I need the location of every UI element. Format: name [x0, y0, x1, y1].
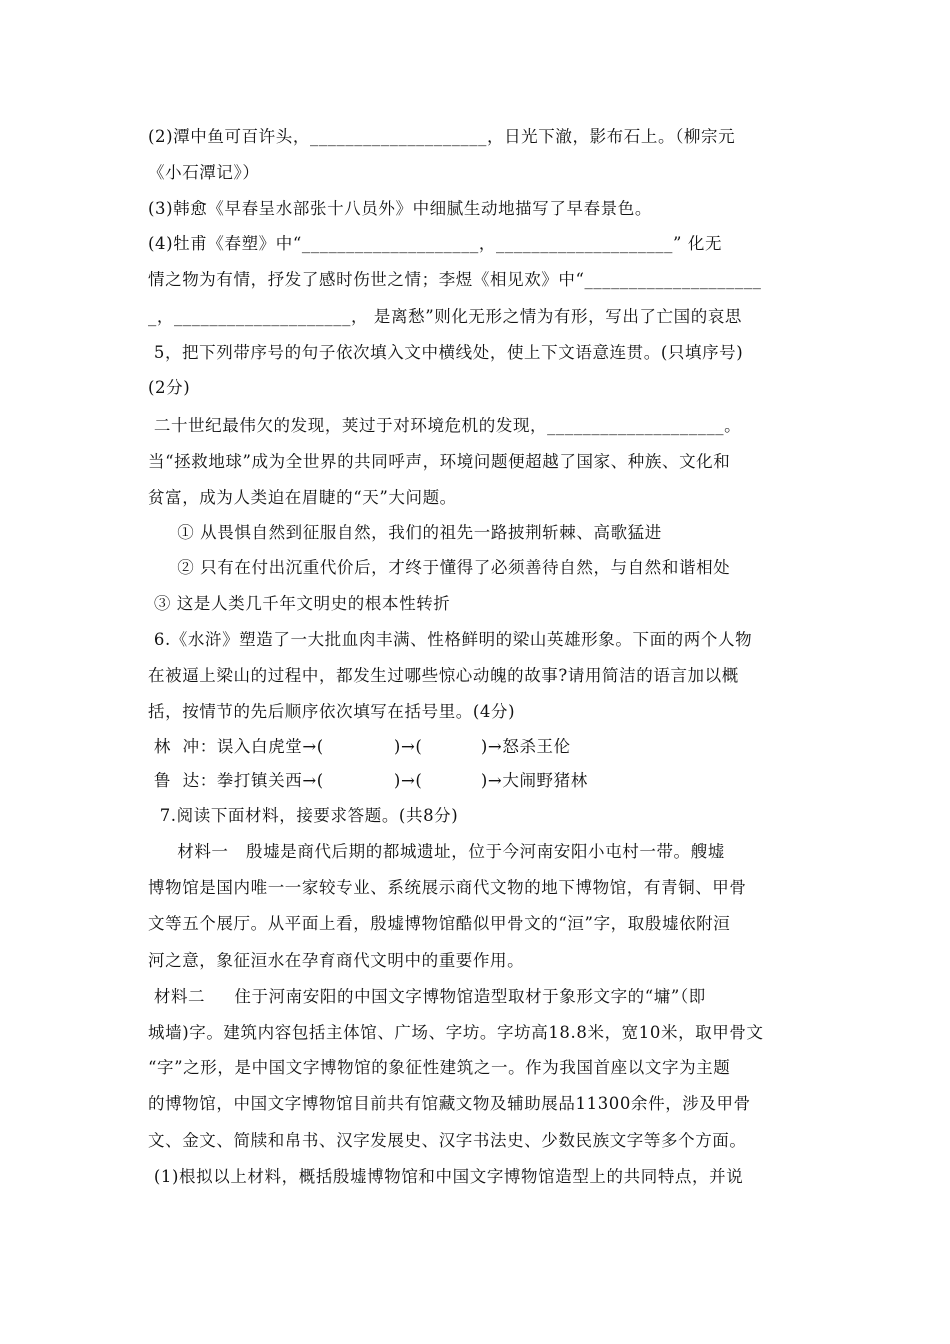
text-line: (4)牡甫《春塑》中“____________________，____________________” 化无 — [148, 234, 723, 253]
text-line: 在被逼上梁山的过程中，都发生过哪些惊心动魄的故事?请用简洁的语言加以概 — [148, 666, 739, 685]
text-line: ① 从畏惧自然到征服自然，我们的祖先一路披荆斩棘、高歌猛进 — [148, 523, 662, 542]
text-line: 材料二 住于河南安阳的中国文字博物馆造型取材于象形文字的“墉”（即 — [148, 987, 706, 1006]
text-line: 7.阅读下面材料，接要求答题。(共8分) — [148, 806, 459, 825]
text-line: ② 只有在付出沉重代价后，才终于懂得了必须善待自然，与自然和谐相处 — [148, 558, 731, 577]
text-line: 情之物为有情，抒发了感时伤世之情；李煜《相见欢》中“____________________ — [148, 270, 762, 289]
text-line: “字”之形，是中国文字博物馆的象征性建筑之一。作为我国首座以文字为主题 — [148, 1058, 731, 1077]
text-line: 文等五个展厅。从平面上看，殷墟博物馆酷似甲骨文的“洹”字，取殷墟依附洹 — [148, 914, 731, 933]
text-line: 5，把下列带序号的句子依次填入文中横线处，使上下文语意连贯。(只填序号) — [148, 343, 744, 362]
text-line: 城墙)字。建筑内容包括主体馆、广场、字坊。字坊高18.8米，宽10米，取甲骨文 — [148, 1023, 764, 1042]
text-line: 河之意，象征洹水在孕育商代文明中的重要作用。 — [148, 951, 525, 970]
text-line: 鲁 达：拳打镇关西→( )→( )→大闹野猪林 — [148, 771, 588, 790]
text-line: 博物馆是国内唯一一家较专业、系统展示商代文物的地下博物馆，有青铜、甲骨 — [148, 878, 747, 897]
text-line: 林 冲：误入白虎堂→( )→( )→怒杀王伦 — [148, 737, 571, 756]
text-line: 文、金文、简牍和帛书、汉字发展史、汉字书法史、少数民族文字等多个方面。 — [148, 1131, 747, 1150]
text-line: (2)潭中鱼可百许头，____________________，日光下澈，影布石上。（柳宗元 — [148, 127, 736, 146]
text-line: (1)根拟以上材料，概括殷墟博物馆和中国文字博物馆造型上的共同特点，并说 — [148, 1167, 744, 1186]
text-line: 6.《水浒》塑造了一大批血肉丰满、性格鲜明的梁山英雄形象。下面的两个人物 — [148, 630, 753, 649]
text-line: _，____________________， 是离愁”则化无形之情为有形，写出了亡国的哀思 — [148, 307, 743, 326]
text-line: 括，按情节的先后顺序依次填写在括号里。(4分) — [148, 702, 516, 721]
text-line: 《小石潭记》） — [148, 163, 260, 182]
text-line: 贫富，成为人类迫在眉睫的“天”大问题。 — [148, 488, 457, 507]
text-line: (2分) — [148, 378, 191, 397]
text-line: 的博物馆，中国文字博物馆目前共有馆藏文物及辅助展品11300余件，涉及甲骨 — [148, 1094, 751, 1113]
text-line: 材料一 殷墟是商代后期的都城遗址，位于今河南安阳小屯村一带。艘墟 — [148, 842, 725, 861]
text-line: 二十世纪最伟欠的发现，荚过于对环境危机的发现，____________________。 — [148, 416, 742, 435]
text-line: 当“拯救地球”成为全世界的共同呼声，环境问题便超越了国家、种族、文化和 — [148, 452, 731, 471]
text-line: ③ 这是人类几千年文明史的根本性转折 — [148, 594, 451, 613]
text-line: (3)韩愈《早春呈水部张十八员外》中细腻生动地描写了早春景色。 — [148, 199, 652, 218]
